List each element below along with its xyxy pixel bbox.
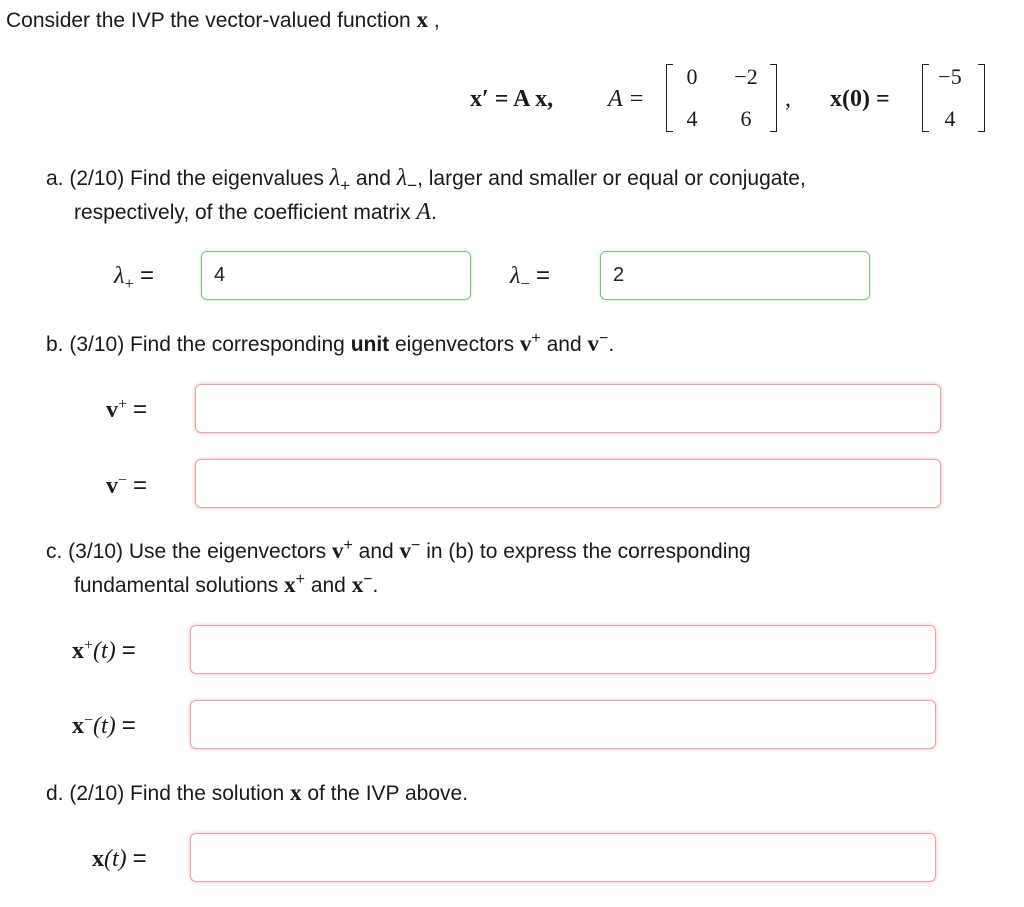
ode-expression: x′ = A x, [470,86,554,112]
initial-vector-cell: 4 [944,106,956,131]
v-plus-label: v+ = [106,396,148,423]
x-solution-label: x(t) = [92,845,147,872]
lambda-minus-input[interactable] [600,251,870,300]
x-minus-label: x−(t) = [72,712,136,739]
v-minus-input[interactable] [195,459,941,508]
x-plus-label: x+(t) = [72,637,136,664]
matrix-a-cell: 4 [686,106,698,131]
matrix-a-label: A = [608,86,645,112]
initial-condition-label: x(0) = [830,86,890,112]
matrix-a-cell: 0 [686,64,698,89]
lambda-minus-label: $\lambda_-$ = [510,262,551,293]
lambda-plus-input[interactable] [201,251,471,300]
matrix-a-cell: 6 [740,106,752,131]
x-solution-input[interactable] [190,833,936,882]
comma: , [785,86,791,112]
part-c-prompt: c. (3/10) Use the eigenvectors v+ and v− in (b) to express the corresponding [46,537,751,563]
part-b-prompt: b. (3/10) Find the corresponding unit eigenvectors v+ and v−. [46,330,615,356]
part-d-prompt: d. (2/10) Find the solution x of the IVP above. [46,780,469,805]
x-minus-input[interactable] [190,700,936,749]
v-plus-input[interactable] [195,384,941,433]
part-a-prompt-line2: respectively, of the coefficient matrix A. [74,199,437,225]
x-plus-input[interactable] [190,625,936,674]
intro-text: Consider the IVP the vector-valued function x , [6,7,440,32]
part-c-prompt-line2: fundamental solutions x+ and x−. [74,571,379,597]
matrix-a-cell: −2 [734,64,758,89]
initial-vector-cell: −5 [938,64,962,89]
v-minus-label: v− = [106,472,148,499]
part-a-prompt: a. (2/10) Find the eigenvalues $\lambda_+$ and $\lambda_-$, larger and smaller or equal or conjugate, [46,165,806,195]
lambda-plus-label: $\lambda_+$ = [114,262,155,293]
